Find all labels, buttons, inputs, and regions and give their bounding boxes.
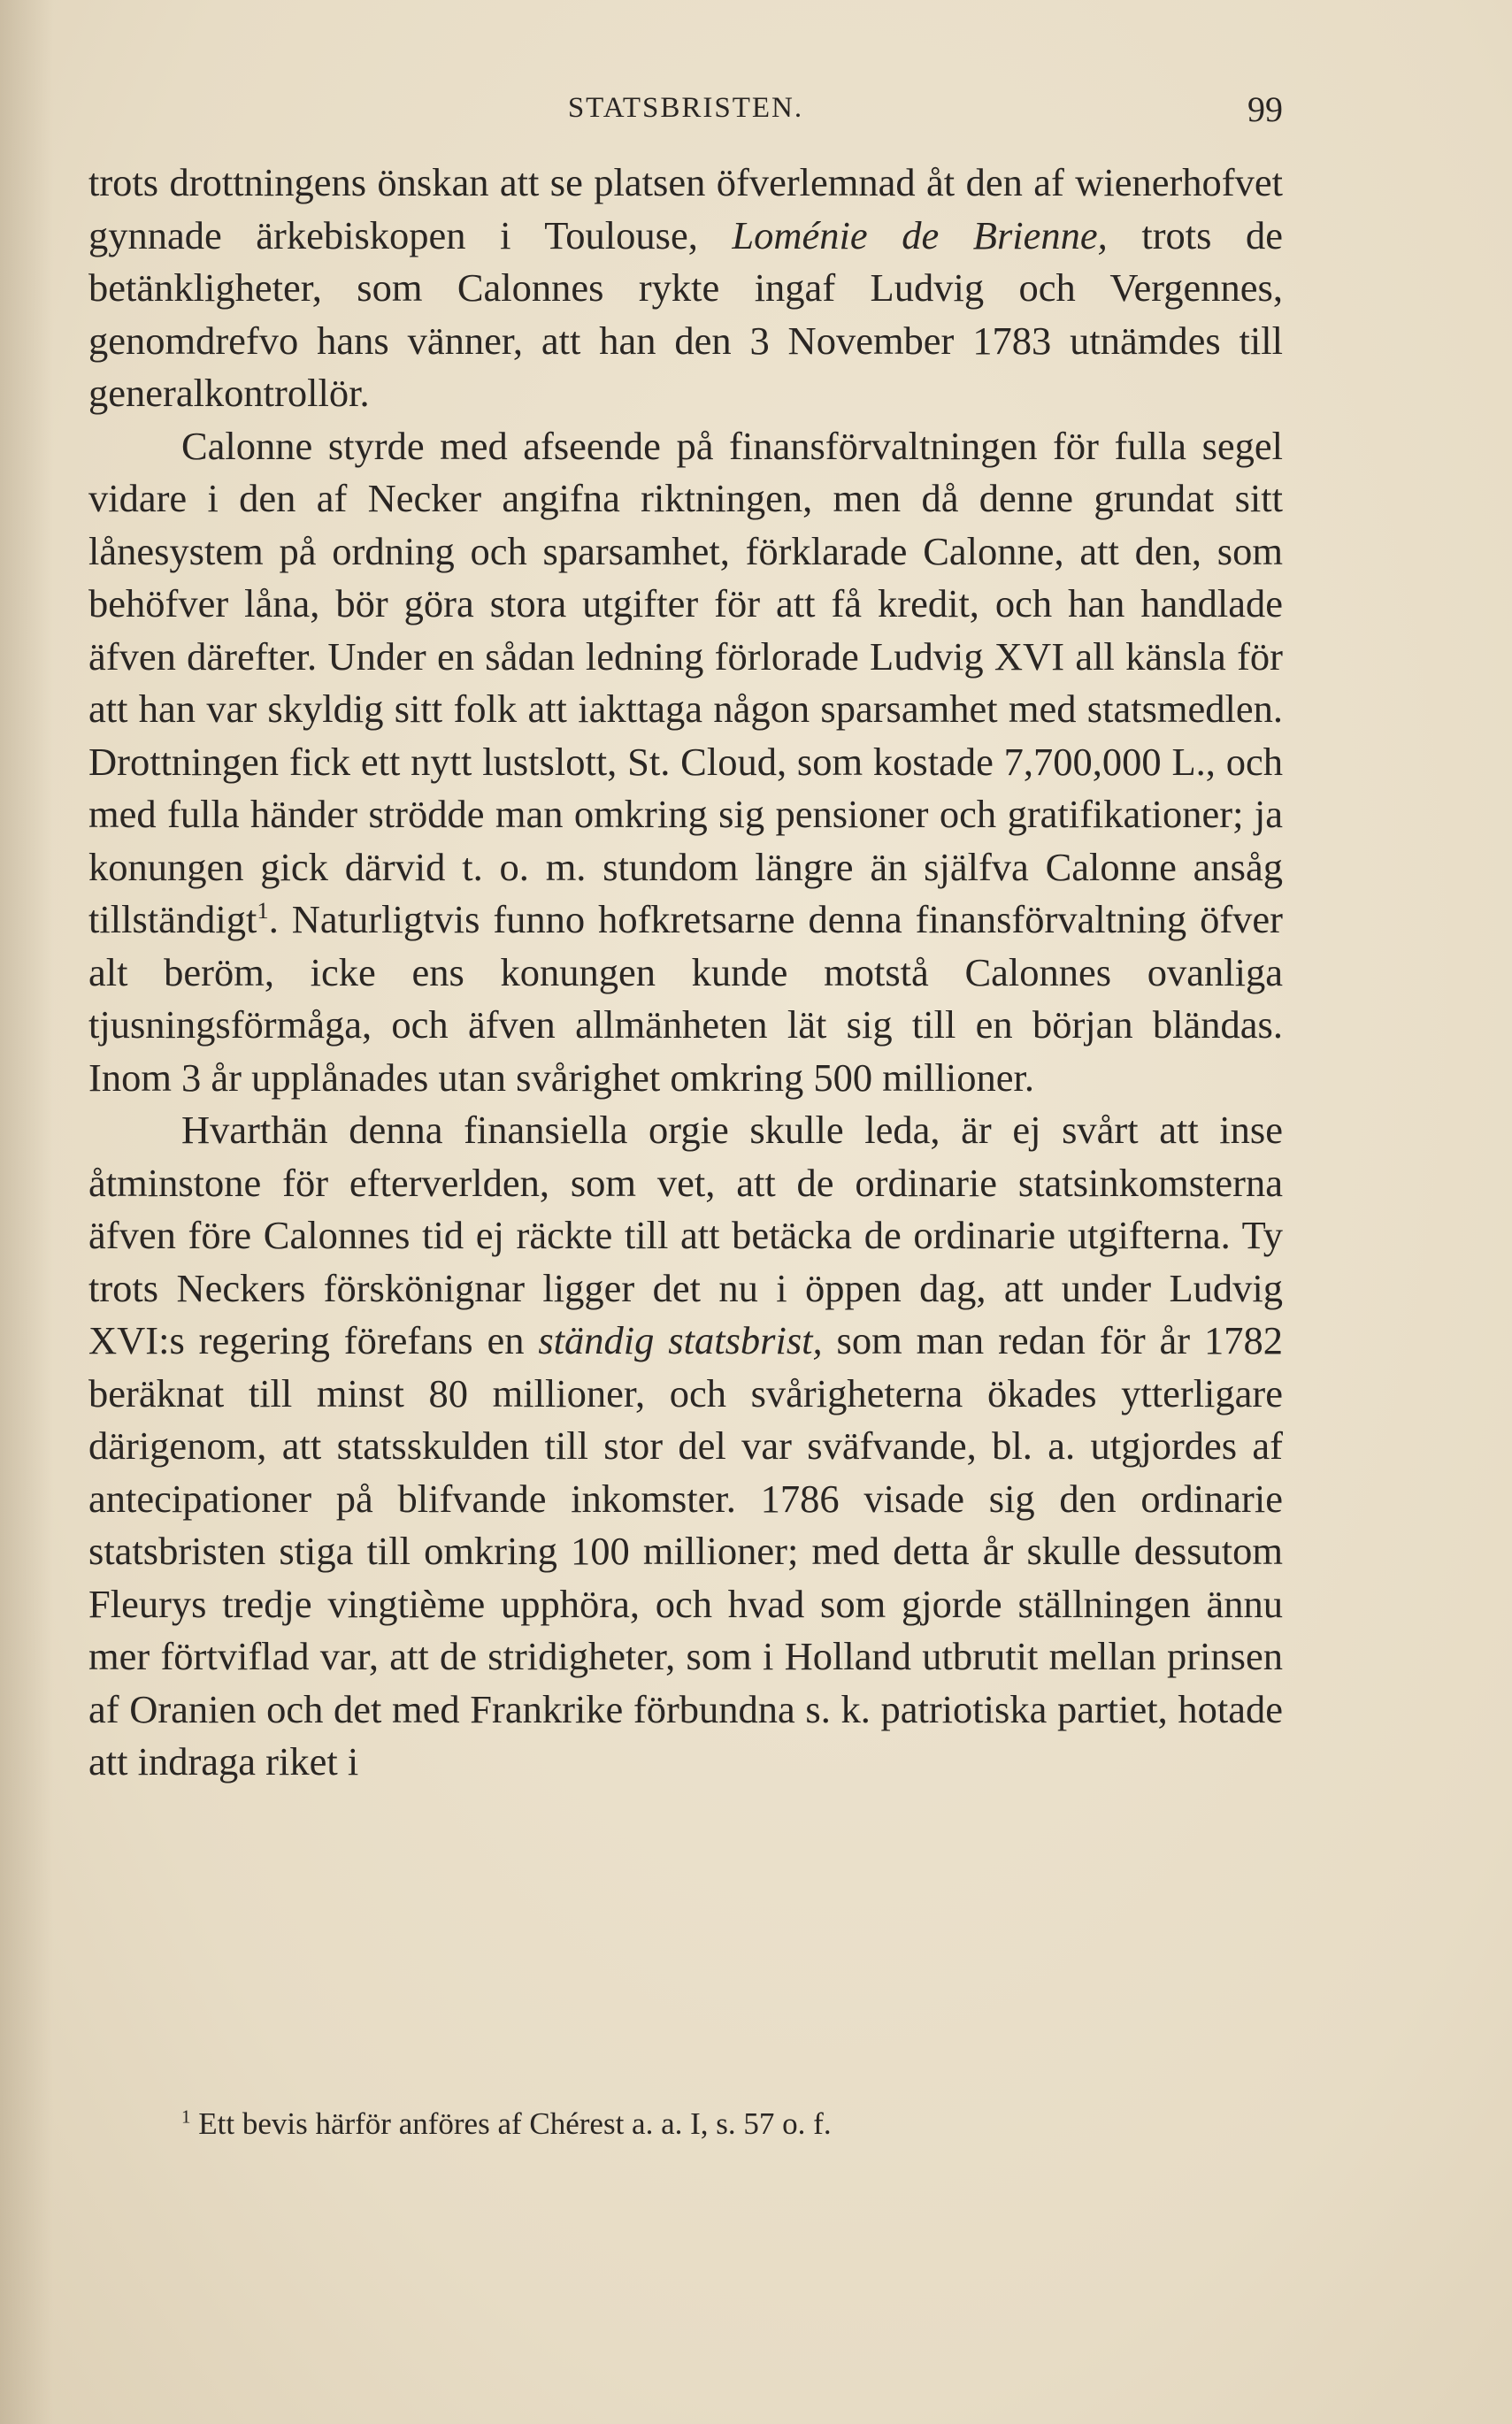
text-run: trots de betänkligheter, som Calonnes rykte ingaf Ludvig och Vergennes, genomdrefvo hans vänner, att han den 3 November 1783 utnämdes till generalkontrollör. [88,212,1284,415]
text-run: Calonne styrde med afseende på finansförvaltningen för fulla segel vidare i den af Necker angifna riktningen, men då denne grundat sitt lånesystem på ordning och sparsamhet, förklarade Calonne, att den, som behöfver låna, bör göra stora utgifter för att få kredit, och han handlade äfven därefter. Under en sådan ledning förlorade Ludvig XVI all känsla för att han var skyldig sitt folk att iakttaga någon sparsamhet med statsmedlen. Drottningen fick ett nytt lustslott, St. Cloud, som kostade 7,700,000 L., och med fulla händer strödde man omkring sig pensioner och gratifikationer; ja konungen gick därvid t. o. m. stundom längre än själfva Calonne ansåg tillständigt [88,423,1283,941]
text-run: trots drottningens önskan att se platsen öfverlemnad åt den af wienerhofvet gynnade ärkebiskopen i Toulouse, [88,160,1283,257]
page-header [88,85,1283,138]
footnote-text: Ett bevis härför anföres af Chérest a. a. I, s. 57 o. f. [190,2106,832,2141]
text-run: Hvarthän denna finansiella orgie skulle leda, är ej svårt att inse åtminstone för efterverlden, som vet, att de ordinarie statsinkomsterna äfven före Calonnes tid ej räckte till att betäcka de ordinarie utgifterna. Ty trots Neckers förskönignar ligger det nu i öppen dag, att under Ludvig XVI:s regering förefans en [88,1108,1283,1362]
footnote-marker: 1 [181,2106,191,2128]
running-title: STATSBRISTEN. [567,92,804,124]
paragraph [88,420,1283,1105]
text-run: som man redan för år 1782 beräknat till minst 80 millioner, och svårigheterna ökades ytterligare därigenom, att statsskulden till stor del var sväfvande, bl. a. utgjordes af antecipationer på blifvande inkomster. 1786 visade sig den ordinarie statsbristen stiga till omkring 100 millioner; med detta år skulle dessutom Fleurys tredje vingtième upphöra, och hvad som gjorde ställningen ännu mer förtviflad var, att de stridigheter, som i Holland utbrutit mellan prinsen af Oranien och det med Frankrike förbundna s. k. patriotiska partiet, hotade att indraga riket i [88,1318,1283,1783]
italic-text: ständig statsbrist, [538,1318,823,1362]
paragraph [88,157,1283,420]
text-run: . Naturligtvis funno hofkretsarne denna finansförvaltning öfver alt beröm, icke ens konungen kunde motstå Calonnes ovanliga tjusningsförmåga, och äfven allmänheten lät sig till en början bländas. Inom 3 år upplånades utan svårighet omkring 500 millioner. [88,897,1283,1100]
paragraph [88,1104,1283,1789]
footnote [181,2104,1243,2144]
page-number: 99 [1247,89,1283,129]
footnote-reference: 1 [257,897,269,924]
italic-text: Loménie de Brienne, [732,212,1108,257]
body-text [88,157,1283,1789]
